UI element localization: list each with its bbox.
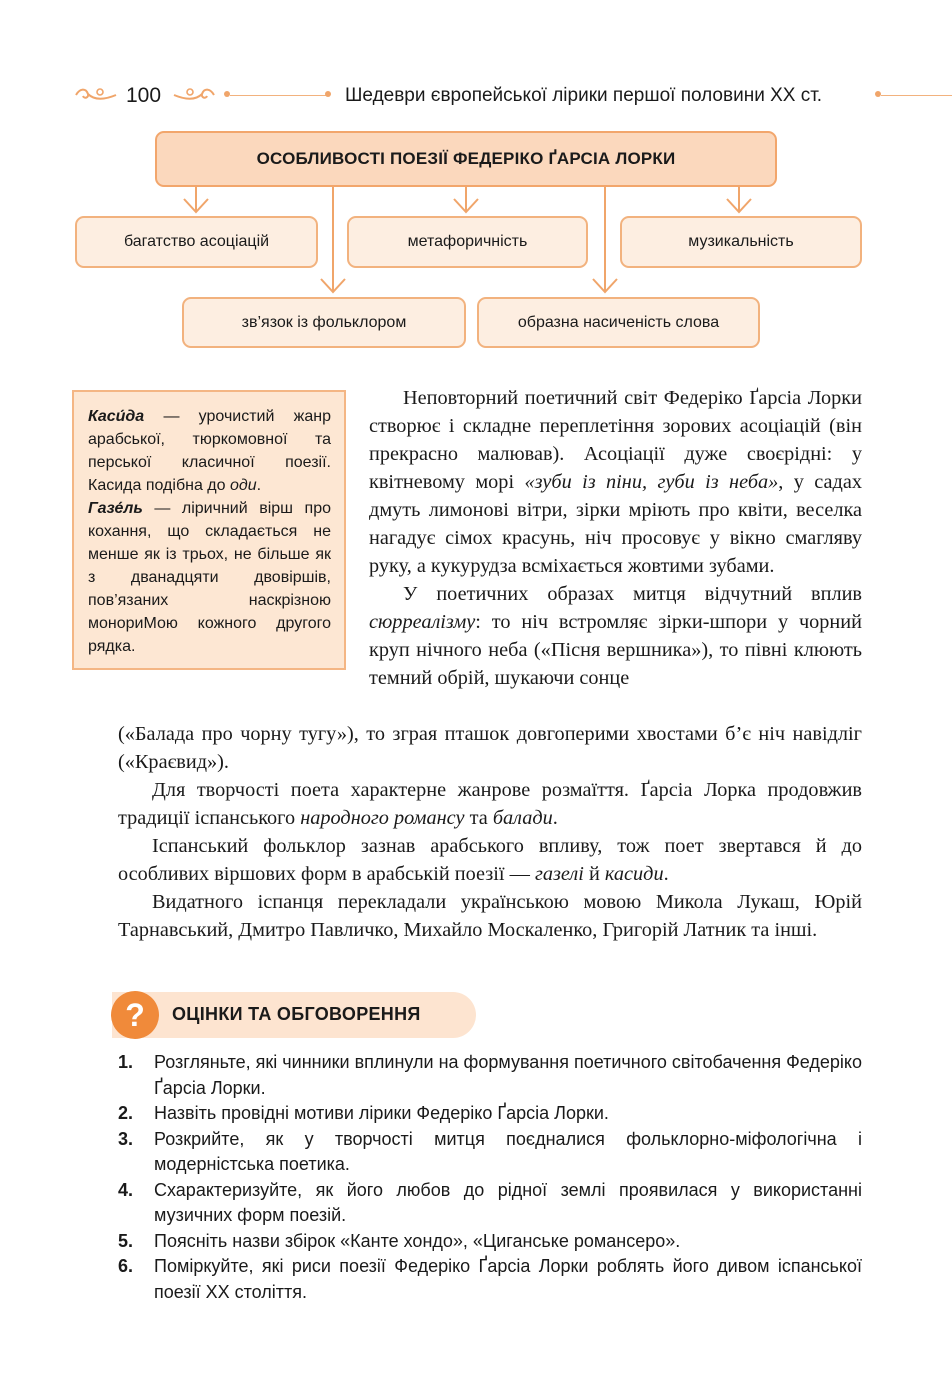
question-number: 1. bbox=[118, 1052, 134, 1072]
text-run: й bbox=[583, 863, 605, 885]
text-run: , у садах дмуть лимонові вітри, зірки мріють про квіти, веселка нагадує сімох красунь, ніч просовує у вікно смагляву руку, а кукурудза всміхається жовтими зубами. bbox=[369, 471, 862, 577]
question-item bbox=[118, 1050, 862, 1101]
definition-kasyda: — урочистий жанр арабської, тюркомовної та перської класичної поезії. Касида подібна до bbox=[88, 408, 331, 494]
question-item bbox=[118, 1101, 862, 1127]
term-kasyda: касиди bbox=[604, 863, 664, 885]
question-text: Назвіть провідні мотиви лірики Федеріко Ґарсіа Лорки. bbox=[154, 1103, 609, 1123]
term-ballad: балади bbox=[492, 807, 553, 829]
section-title: ОЦІНКИ ТА ОБГОВОРЕННЯ bbox=[172, 1004, 421, 1024]
text-run: Іспанський фольклор зазнав арабського впливу, тож поет звертався й до особливих віршових форм в арабській поезії — bbox=[118, 835, 862, 885]
question-number: 5. bbox=[118, 1230, 134, 1251]
text-run: Для творчості поета характерне жанрове розмаїття. Ґарсіа Лорка продовжив традиції іспанського bbox=[118, 779, 862, 829]
body-text-narrow bbox=[369, 384, 862, 692]
question-item bbox=[118, 1178, 862, 1229]
question-text: Поміркуйте, які риси поезії Федеріко Ґарсіа Лорки роблять його дивом іспанської поезії ХХ століття. bbox=[154, 1256, 862, 1302]
question-text: Розгляньте, які чинники вплинули на формування поетичного світобачення Федеріко Ґарсіа Лорки. bbox=[154, 1052, 862, 1098]
text-run: . bbox=[552, 807, 558, 829]
term-kasyda: Каси́да bbox=[88, 408, 145, 425]
question-text: Схарактеризуйте, як його любов до рідної землі проявилася у використанні музичних форм поезій. bbox=[154, 1179, 862, 1225]
feature-box-associations: багатство асоціацій bbox=[75, 216, 318, 268]
feature-box-musicality: музикальність bbox=[620, 216, 862, 268]
question-number: 6. bbox=[118, 1256, 134, 1276]
glossary-sidebar bbox=[72, 390, 346, 670]
question-text: Поясніть назви збірок «Канте хондо», «Циганське романсеро». bbox=[154, 1230, 681, 1251]
glossary-entry-kasyda bbox=[88, 405, 331, 497]
question-item bbox=[118, 1229, 862, 1255]
term-gazel: газелі bbox=[534, 863, 584, 885]
text-run: Неповторний поетичний світ Федеріко Ґарсіа Лорки створює і складне переплетіння зорових асоціацій (він прекрасно малював). Асоціації дуже своєрідні: у квітневому морі bbox=[369, 387, 862, 493]
feature-box-metaphoricity: метафоричність bbox=[347, 216, 588, 268]
page-number: 100 bbox=[126, 84, 162, 107]
question-item bbox=[118, 1254, 862, 1305]
feature-box-imagery: образна насиченість слова bbox=[477, 297, 760, 348]
text-run: та bbox=[464, 807, 493, 829]
term-romance: народного романсу bbox=[300, 807, 465, 829]
features-diagram bbox=[0, 0, 952, 370]
running-title: Шедеври європейської лірики першої половини ХХ ст. bbox=[345, 85, 823, 106]
quote: «зуби із піни, губи із неба» bbox=[524, 471, 779, 493]
term-gazel: Газе́ль bbox=[88, 500, 143, 517]
text-run: : то ніч встромляє зірки-шпори у чорний круп нічного неба («Пісня вершника»), то півні клюють темний обрій, шукаючи сонце bbox=[369, 611, 862, 689]
term-ody: оди bbox=[229, 477, 257, 494]
paragraph bbox=[369, 580, 862, 692]
paragraph-continuation: («Балада про чорну тугу»), то зграя пташок довгоперими хвостами б’є ніч навідліг («Краєвид»). bbox=[118, 723, 862, 773]
diagram-title-box: ОСОБЛИВОСТІ ПОЕЗІЇ ФЕДЕРІКО ҐАРСІА ЛОРКИ bbox=[155, 131, 777, 187]
question-item bbox=[118, 1127, 862, 1178]
feature-box-folklore: зв’язок із фольклором bbox=[182, 297, 466, 348]
paragraph bbox=[118, 776, 862, 832]
question-number: 3. bbox=[118, 1128, 134, 1149]
paragraph: Видатного іспанця перекладали українською мовою Микола Лукаш, Юрій Тарнавський, Дмитро Павличко, Михайло Москаленко, Григорій Латник та інші. bbox=[118, 891, 862, 941]
question-number: 2. bbox=[118, 1103, 134, 1123]
question-text: Розкрийте, як у творчості митця поєдналися фольклорно-міфологічна і модерністська поетика. bbox=[154, 1128, 862, 1174]
question-number: 4. bbox=[118, 1179, 134, 1200]
paragraph bbox=[118, 832, 862, 888]
body-text-wide bbox=[118, 720, 862, 944]
glossary-entry-gazel bbox=[88, 497, 331, 658]
paragraph bbox=[369, 384, 862, 580]
definition-gazel: — ліричний вірш про кохання, що складається не менше як із трьох, не більше як з дванадцяти двовіршів, пов’язаних наскрізною монориМою кожного другого рядка. bbox=[88, 500, 331, 655]
text-run: . bbox=[663, 863, 669, 885]
text-run: У поетичних образах митця відчутний вплив bbox=[403, 583, 862, 605]
term-surrealism: сюрреалізму bbox=[369, 611, 476, 633]
questions-list bbox=[118, 1050, 862, 1305]
question-mark-icon: ? bbox=[111, 991, 159, 1039]
punctuation: . bbox=[256, 477, 262, 494]
